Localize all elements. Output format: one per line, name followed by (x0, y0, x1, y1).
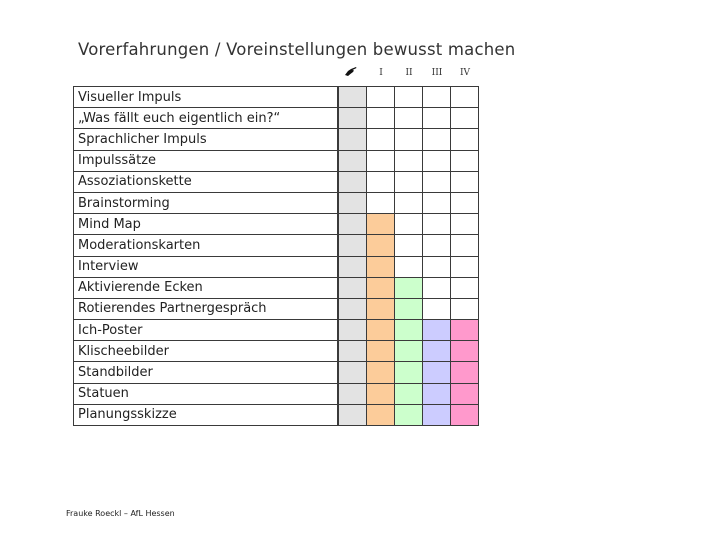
table-row (74, 192, 479, 213)
column-headers (0, 66, 720, 82)
table-row (74, 87, 479, 108)
grid-cell-2 (395, 298, 423, 319)
grid-cell-1 (367, 108, 395, 129)
grid-cell-4 (451, 256, 479, 277)
grid-cell-4 (451, 277, 479, 298)
grid-cell-1 (367, 87, 395, 108)
grid-cell-icon (339, 256, 367, 277)
grid-cell-2 (395, 171, 423, 192)
grid-cell-1 (367, 214, 395, 235)
row-label: Interview (74, 256, 338, 277)
grid-cell-3 (423, 404, 451, 425)
method-table (73, 86, 479, 426)
grid-cell-1 (367, 383, 395, 404)
grid-cell-icon (339, 129, 367, 150)
grid-cell-3 (423, 256, 451, 277)
grid-cell-3 (423, 362, 451, 383)
grid-cell-4 (451, 235, 479, 256)
grid-cell-icon (339, 362, 367, 383)
column-header-2: II (405, 68, 413, 78)
grid-cell-icon (339, 320, 367, 341)
grid-cell-2 (395, 214, 423, 235)
row-label: Assoziationskette (74, 171, 338, 192)
grid-cell-icon (339, 192, 367, 213)
grid-cell-3 (423, 171, 451, 192)
table-row (74, 277, 479, 298)
grid-cell-icon (339, 383, 367, 404)
grid-cell-2 (395, 108, 423, 129)
table-row (74, 150, 479, 171)
row-label: Aktivierende Ecken (74, 277, 338, 298)
table-row (74, 108, 479, 129)
grid-cell-icon (339, 108, 367, 129)
grid-cell-2 (395, 129, 423, 150)
grid-cell-3 (423, 277, 451, 298)
grid-cell-2 (395, 256, 423, 277)
grid-cell-3 (423, 298, 451, 319)
row-label: Planungsskizze (74, 404, 338, 425)
grid-cell-3 (423, 150, 451, 171)
grid-cell-1 (367, 235, 395, 256)
row-label: Klischeebilder (74, 341, 338, 362)
row-label: „Was fällt euch eigentlich ein?“ (74, 108, 338, 129)
table-row (74, 235, 479, 256)
table-row (74, 404, 479, 425)
grid-cell-3 (423, 108, 451, 129)
table-row (74, 298, 479, 319)
row-label: Moderationskarten (74, 235, 338, 256)
grid-cell-2 (395, 277, 423, 298)
grid-cell-3 (423, 87, 451, 108)
grid-cell-4 (451, 298, 479, 319)
table-row (74, 362, 479, 383)
grid-cell-1 (367, 404, 395, 425)
row-label: Visueller Impuls (74, 87, 338, 108)
grid-cell-2 (395, 320, 423, 341)
grid-cell-1 (367, 256, 395, 277)
grid-cell-icon (339, 150, 367, 171)
row-label: Standbilder (74, 362, 338, 383)
grid-cell-2 (395, 341, 423, 362)
grid-cell-4 (451, 87, 479, 108)
grid-cell-2 (395, 362, 423, 383)
grid-cell-1 (367, 362, 395, 383)
grid-cell-1 (367, 320, 395, 341)
row-label: Impulssätze (74, 150, 338, 171)
grid-cell-3 (423, 383, 451, 404)
grid-cell-1 (367, 298, 395, 319)
row-label: Ich-Poster (74, 320, 338, 341)
page-title: Vorerfahrungen / Voreinstellungen bewusst machen (78, 40, 516, 59)
grid-cell-1 (367, 171, 395, 192)
grid-cell-2 (395, 383, 423, 404)
grid-cell-3 (423, 235, 451, 256)
grid-cell-2 (395, 404, 423, 425)
grid-cell-icon (339, 277, 367, 298)
table-row (74, 341, 479, 362)
grid-cell-4 (451, 214, 479, 235)
hand-pointing-icon (344, 66, 358, 78)
grid-cell-4 (451, 362, 479, 383)
grid-cell-2 (395, 235, 423, 256)
grid-cell-4 (451, 108, 479, 129)
table-row (74, 256, 479, 277)
grid-cell-3 (423, 320, 451, 341)
row-label: Mind Map (74, 214, 338, 235)
table-row (74, 129, 479, 150)
column-header-1: I (379, 68, 383, 78)
footer-credit: Frauke Roeckl – AfL Hessen (66, 509, 175, 518)
row-label: Rotierendes Partnergespräch (74, 298, 338, 319)
grid-cell-icon (339, 171, 367, 192)
grid-cell-1 (367, 192, 395, 213)
grid-cell-4 (451, 404, 479, 425)
grid-cell-4 (451, 320, 479, 341)
table-row (74, 320, 479, 341)
grid-cell-3 (423, 341, 451, 362)
grid-cell-3 (423, 214, 451, 235)
grid-cell-icon (339, 404, 367, 425)
grid-cell-4 (451, 192, 479, 213)
row-label: Sprachlicher Impuls (74, 129, 338, 150)
grid-cell-4 (451, 171, 479, 192)
grid-cell-3 (423, 129, 451, 150)
grid-cell-1 (367, 277, 395, 298)
grid-cell-1 (367, 129, 395, 150)
grid-cell-4 (451, 129, 479, 150)
table-row (74, 383, 479, 404)
grid-cell-2 (395, 192, 423, 213)
table-row (74, 214, 479, 235)
column-header-4: IV (459, 68, 471, 78)
grid-cell-icon (339, 341, 367, 362)
grid-cell-2 (395, 150, 423, 171)
grid-cell-icon (339, 235, 367, 256)
row-label: Statuen (74, 383, 338, 404)
grid-cell-2 (395, 87, 423, 108)
grid-cell-icon (339, 298, 367, 319)
grid-cell-1 (367, 341, 395, 362)
grid-cell-1 (367, 150, 395, 171)
grid-cell-icon (339, 214, 367, 235)
table-row (74, 171, 479, 192)
grid-cell-4 (451, 341, 479, 362)
row-label: Brainstorming (74, 192, 338, 213)
grid-cell-4 (451, 150, 479, 171)
grid-cell-icon (339, 87, 367, 108)
grid-cell-4 (451, 383, 479, 404)
column-header-3: III (431, 68, 443, 78)
grid-cell-3 (423, 192, 451, 213)
